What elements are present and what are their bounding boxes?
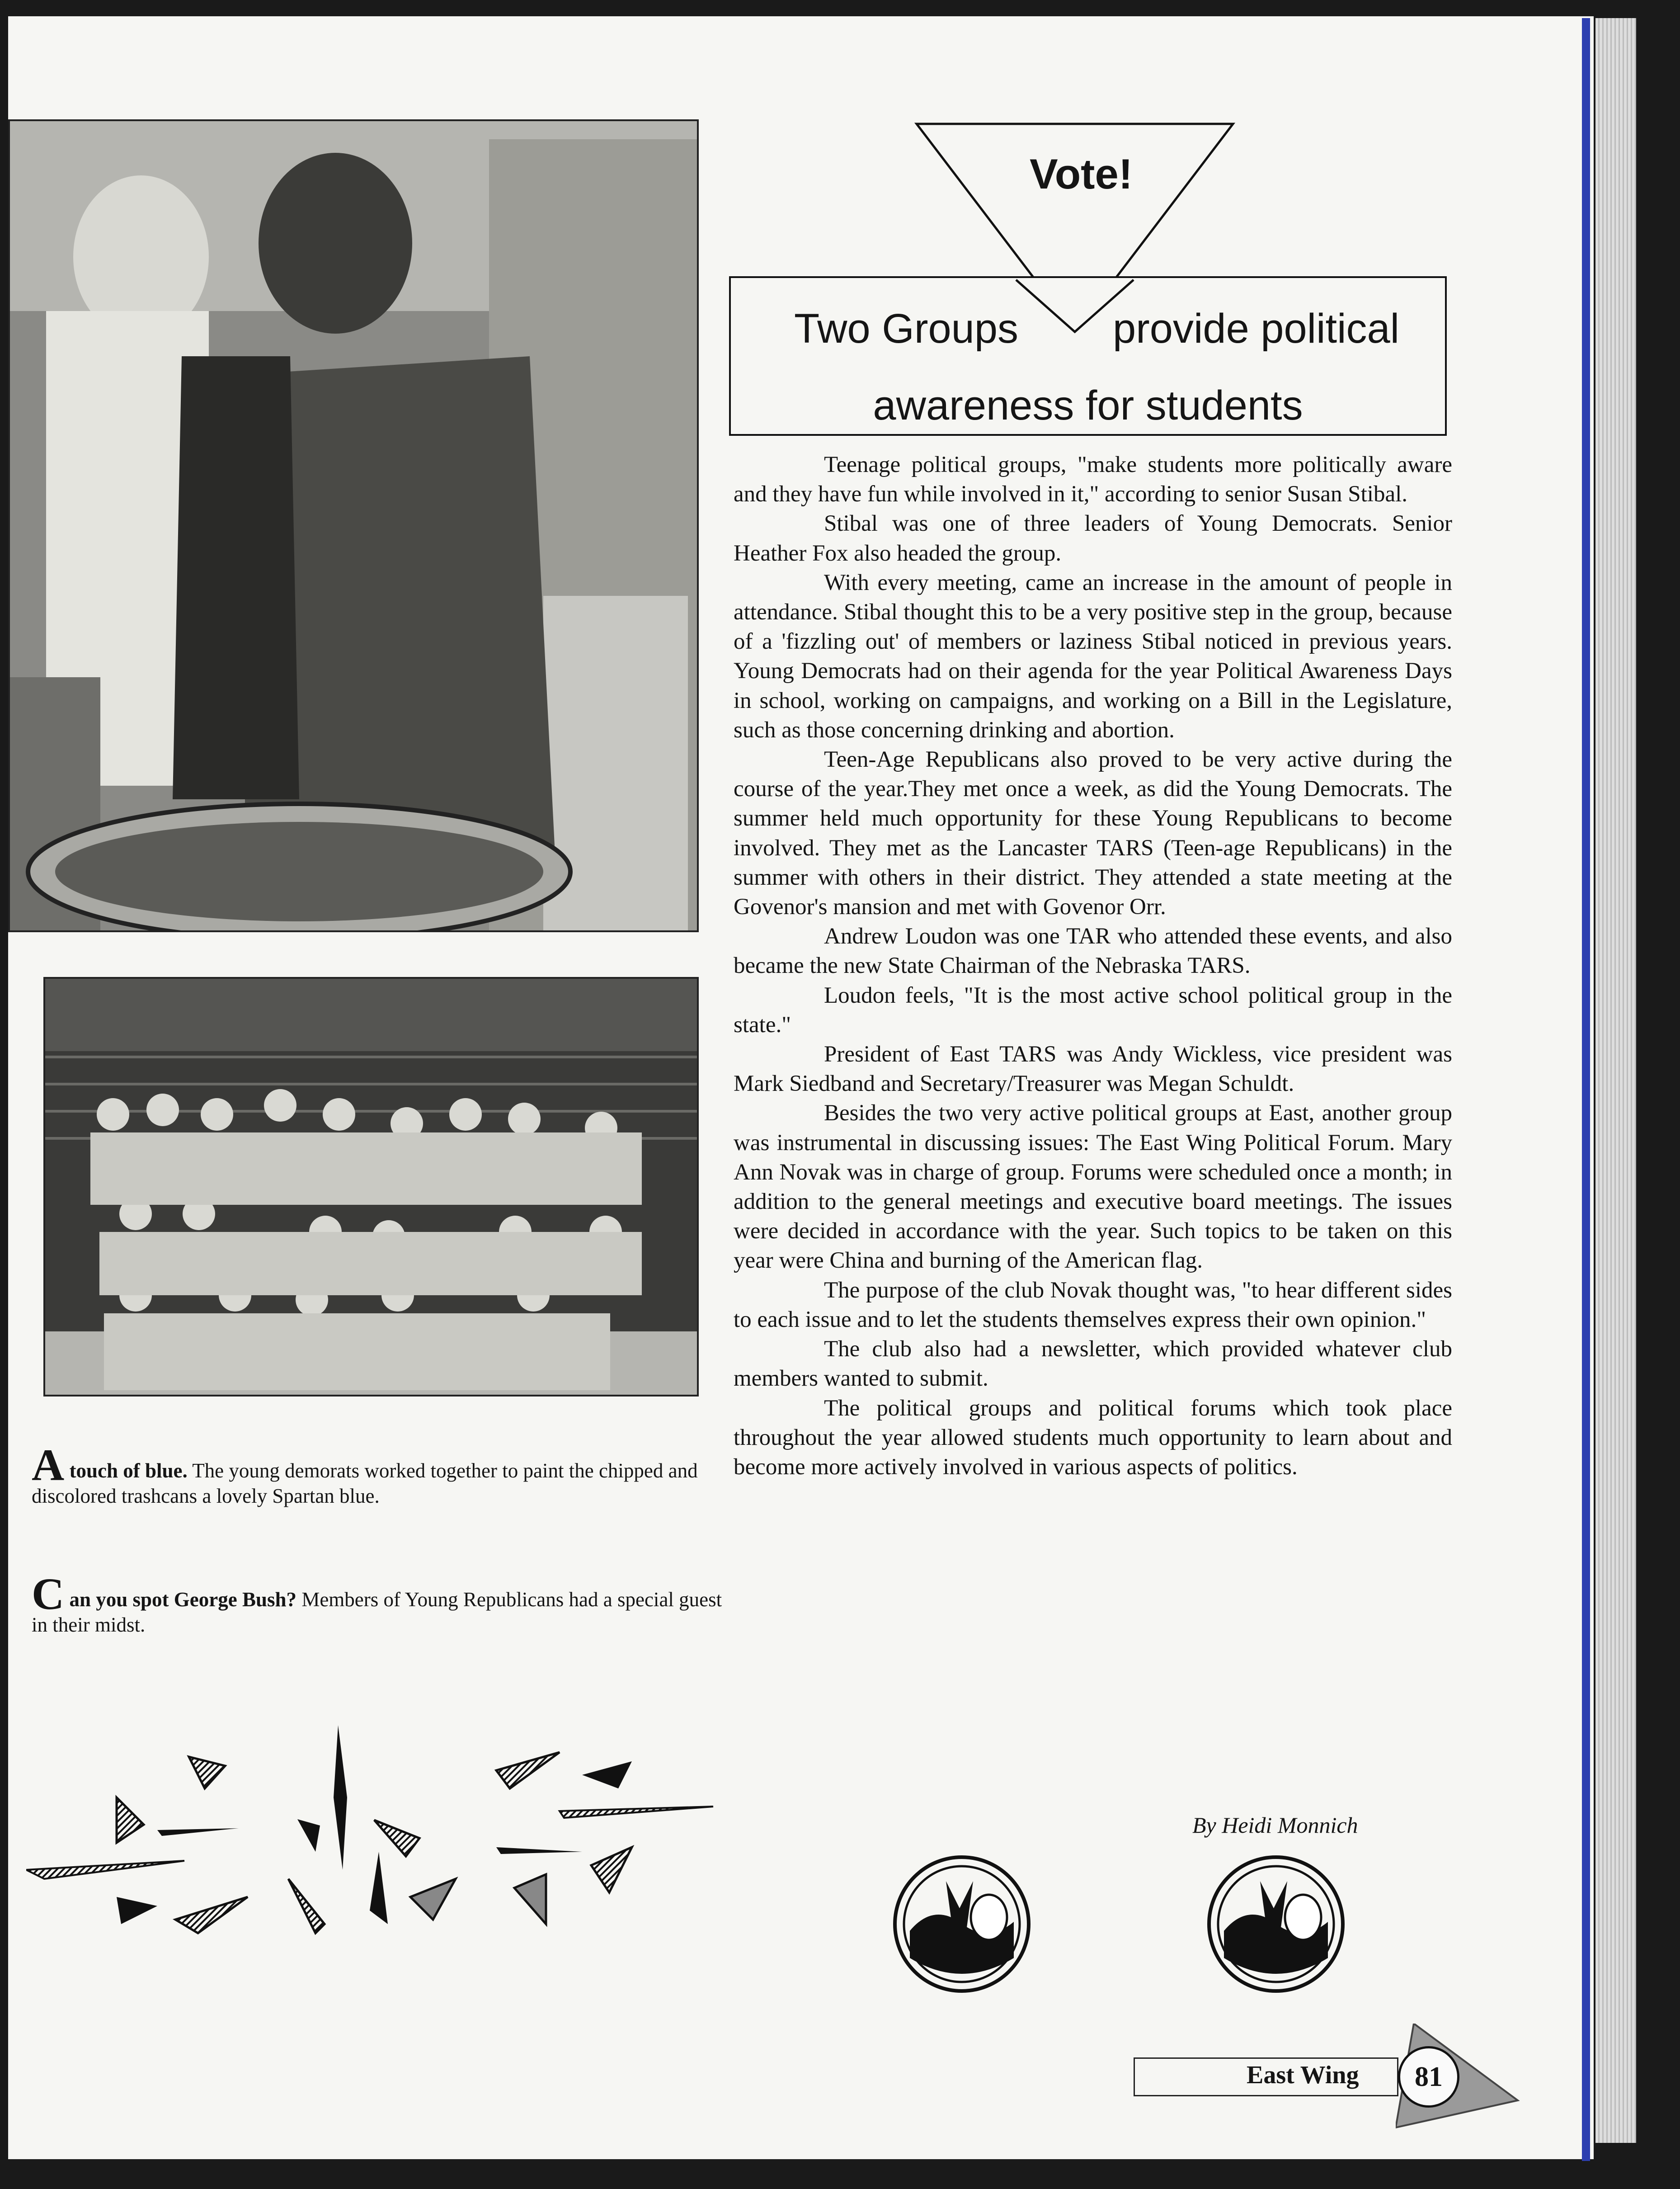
headline-part-2: provide political: [1113, 306, 1400, 352]
caption-drop-cap: A: [32, 1440, 65, 1490]
trashcan-photo-art: [10, 121, 697, 930]
caption-george-bush: [32, 1569, 728, 1637]
caption-text: The young demorats worked together to paint the chipped and discolored trashcans a lovely Spartan blue.: [32, 1459, 698, 1507]
footer-section-label: East Wing: [1247, 2061, 1359, 2089]
yearbook-page: [8, 16, 1594, 2159]
page-number: 81: [1398, 2046, 1459, 2108]
article-paragraph: The club also had a newsletter, which provided whatever club members wanted to submit.: [734, 1336, 1452, 1392]
article-body: [734, 450, 1452, 1482]
decorative-shards: [26, 1707, 722, 1960]
trashcan-painting-photo: [8, 119, 699, 932]
caption-text: Members of Young Republicans had a special guest in their midst.: [32, 1588, 722, 1636]
article-paragraph: Teen-Age Republicans also proved to be very active during the course of the year.They met once a week, as did the Young Democrats. The summer held much opportunity for these Young Republicans to become involved. They met as the Lancaster TARS (Teen-age Republicans) in the summer with others in their district. They attended a state meeting at the Govenor's mansion and met with Govenor Orr.: [734, 747, 1452, 920]
byline: By Heidi Monnich: [1192, 1812, 1358, 1838]
article-paragraph: Andrew Loudon was one TAR who attended these events, and also became the new State Chairman of the Nebraska TARS.: [734, 924, 1452, 979]
article-paragraph: Stibal was one of three leaders of Young Democrats. Senior Heather Fox also headed the group.: [734, 511, 1452, 566]
caption-drop-cap: C: [32, 1569, 65, 1619]
spartan-mascot-seal-right: [1206, 1854, 1346, 1994]
caption-lead: touch of blue.: [69, 1459, 188, 1482]
binding-blue-edge: [1582, 18, 1590, 2161]
page-stack-edge: [1595, 18, 1636, 2143]
article-paragraph: Teenage political groups, "make students more politically aware and they have fun while involved in it," according to senior Susan Stibal.: [734, 452, 1452, 507]
article-paragraph: With every meeting, came an increase in the amount of people in attendance. Stibal thought this to be a very positive step in the group, because of a 'fizzling out' of members or laziness Stibal noticed in previous years. Young Democrats had on their agenda for the year Political Awareness Days in school, working on campaigns, and working on a Bill in the Legislature, such as those concerning drinking and abortion.: [734, 570, 1452, 743]
article-paragraph: The political groups and political forums which took place throughout the year allowed students much opportunity to learn about and become more actively involved in various aspects of politics.: [734, 1395, 1452, 1480]
headline-part-3: awareness for students: [873, 382, 1303, 429]
caption-lead: an you spot George Bush?: [69, 1588, 297, 1611]
article-paragraph: President of East TARS was Andy Wickless, vice president was Mark Siedband and Secretary/Treasurer was Megan Schuldt.: [734, 1042, 1452, 1097]
caption-touch-of-blue: [32, 1440, 737, 1509]
article-paragraph: Besides the two very active political groups at East, another group was instrumental in discussing issues: The East Wing Political Forum. Mary Ann Novak was in charge of group. Forums were scheduled once a month; in addition to the general meetings and executive board meetings. The issues were decided in accordance with the year. Such topics to be taken on this year were China and burning of the American flag.: [734, 1100, 1452, 1274]
headline-part-1: Two Groups: [794, 306, 1018, 352]
spartan-mascot-seal-left: [892, 1854, 1032, 1994]
article-paragraph: Loudon feels, "It is the most active school political group in the state.": [734, 982, 1452, 1038]
article-paragraph: The purpose of the club Novak thought was, "to hear different sides to each issue and to let the students themselves express their own opinion.": [734, 1277, 1452, 1332]
group-photo-art: [45, 979, 697, 1395]
vote-kicker: Vote!: [1030, 150, 1133, 198]
group-photo: [43, 977, 699, 1396]
